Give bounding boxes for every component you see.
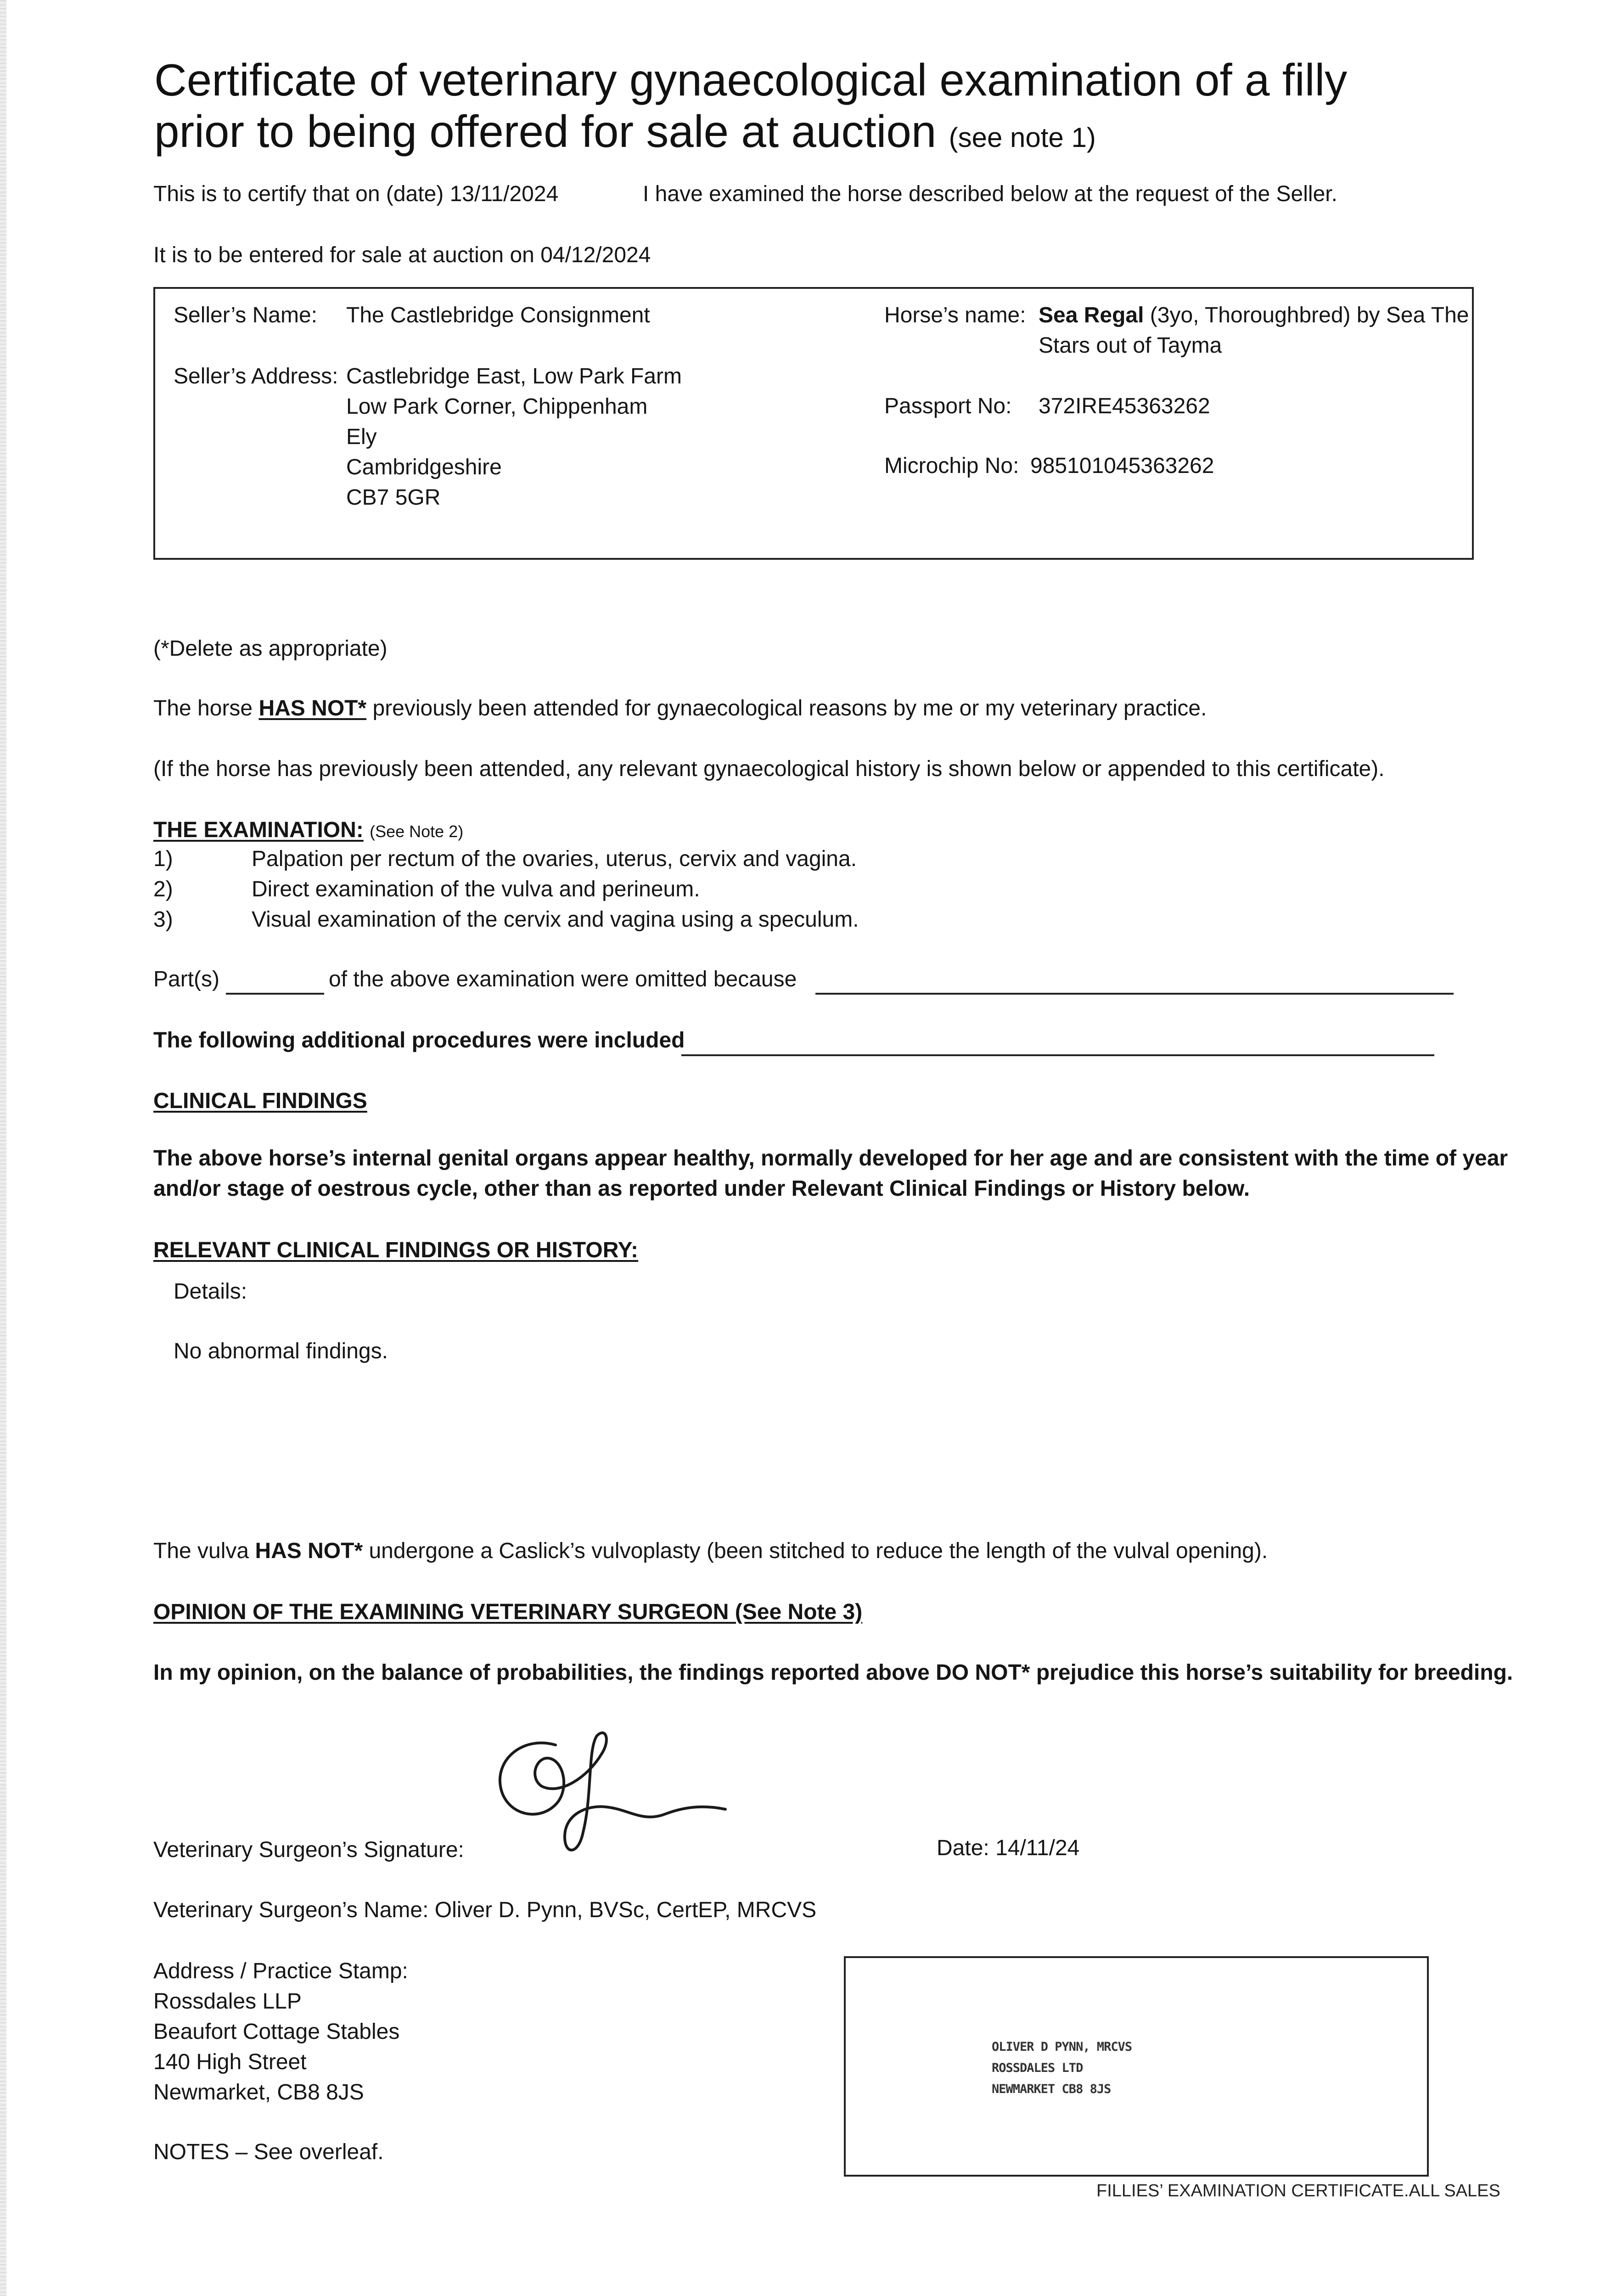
relevant-findings-heading: RELEVANT CLINICAL FINDINGS OR HISTORY: — [153, 1238, 639, 1262]
omitted-reason-text: of the above examination were omitted because — [329, 967, 797, 991]
practice-address-line: 140 High Street — [153, 2050, 307, 2074]
examination-item-text: Visual examination of the cervix and vagina using a speculum. — [252, 907, 859, 932]
practice-address-line: Newmarket, CB8 8JS — [153, 2080, 364, 2105]
vulva-statement — [153, 1536, 1268, 1566]
horse-details: (3yo, Thoroughbred) by Sea The — [1150, 303, 1469, 327]
details-label: Details: — [174, 1279, 247, 1304]
address-line: Ely — [346, 425, 377, 449]
title-line-1: Certificate of veterinary gynaecological examination of a filly — [154, 55, 1348, 105]
examination-heading — [153, 815, 463, 847]
signature-image — [487, 1727, 762, 1864]
stamp-line: NEWMARKET CB8 8JS — [992, 2082, 1111, 2096]
passport-label: Passport No: — [884, 394, 1012, 418]
title-note: (see note 1) — [949, 122, 1096, 153]
opinion-statement: In my opinion, on the balance of probabilities, the findings reported above DO NOT* prejudice this horse’s suitability for breeding. — [153, 1660, 1513, 1685]
practice-address-label: Address / Practice Stamp: — [153, 1959, 408, 1983]
history-suffix: previously been attended for gynaecological reasons by me or my veterinary practice. — [372, 696, 1207, 720]
history-note: (If the horse has previously been attended, any relevant gynaecological history is shown below or appended to this certificate). — [153, 757, 1385, 781]
seller-address-value — [346, 361, 682, 513]
history-has-not: HAS NOT* — [258, 696, 367, 720]
address-line: Cambridgeshire — [346, 455, 502, 479]
stamp-line: OLIVER D PYNN, MRCVS — [992, 2040, 1132, 2054]
opinion-heading: OPINION OF THE EXAMINING VETERINARY SURGEON (See Note 3) — [153, 1600, 863, 1624]
horse-name: Sea Regal — [1039, 303, 1144, 327]
microchip-label: Microchip No: — [884, 454, 1019, 478]
title-line-2-text: prior to being offered for sale at auction — [154, 106, 937, 157]
examination-item-text: Direct examination of the vulva and perineum. — [252, 877, 700, 901]
address-line: CB7 5GR — [346, 485, 441, 510]
practice-stamp-box — [844, 1956, 1429, 2177]
horse-name-label: Horse’s name: — [884, 303, 1026, 327]
footer-document-code: FILLIES’ EXAMINATION CERTIFICATE.ALL SALES — [1096, 2181, 1500, 2200]
microchip-number: 985101045363262 — [1030, 454, 1214, 478]
practice-stamp — [992, 2037, 1132, 2100]
seller-name-value: The Castlebridge Consignment — [346, 303, 650, 327]
certify-date-line: This is to certify that on (date) 13/11/2024 — [153, 182, 559, 206]
practice-address-line: Beaufort Cottage Stables — [153, 2020, 400, 2044]
vet-name-label: Veterinary Surgeon’s Name: — [153, 1898, 429, 1922]
notes-line: NOTES – See overleaf. — [153, 2140, 384, 2164]
details-value: No abnormal findings. — [174, 1339, 388, 1363]
clinical-statement-line-1: The above horse’s internal genital organs appear healthy, normally developed for her age and are consistent with the time of year — [153, 1146, 1508, 1171]
history-prefix: The horse — [153, 696, 253, 720]
additional-procedures-blank — [681, 1054, 1434, 1056]
vulva-has-not: HAS NOT* — [255, 1539, 363, 1563]
vulva-suffix: undergone a Caslick’s vulvoplasty (been stitched to reduce the length of the vulval opening). — [369, 1539, 1268, 1563]
horse-name-value — [1039, 300, 1469, 331]
examination-item-number: 2) — [153, 877, 173, 901]
additional-procedures-text: The following additional procedures were included — [153, 1028, 685, 1052]
vet-name-line — [153, 1895, 816, 1925]
examination-item-number: 1) — [153, 847, 173, 871]
practice-address-block — [153, 1956, 408, 2108]
clinical-statement — [153, 1143, 1508, 1204]
examination-item-text: Palpation per rectum of the ovaries, uterus, cervix and vagina. — [252, 847, 857, 871]
passport-number: 372IRE45363262 — [1039, 394, 1210, 418]
omitted-parts-blank — [226, 993, 324, 995]
delete-note: (*Delete as appropriate) — [153, 636, 387, 661]
omitted-reason-blank — [815, 993, 1454, 995]
document-title — [154, 54, 1486, 163]
seller-address-label: Seller’s Address: — [174, 364, 338, 388]
address-line: Low Park Corner, Chippenham — [346, 394, 648, 419]
certify-request-line: I have examined the horse described below at the request of the Seller. — [643, 182, 1337, 206]
vet-name-value: Oliver D. Pynn, BVSc, CertEP, MRCVS — [434, 1898, 817, 1922]
title-line-2 — [154, 106, 1486, 163]
practice-address-line: Rossdales LLP — [153, 1989, 302, 2014]
stamp-line: ROSSDALES LTD — [992, 2061, 1083, 2075]
horse-details-line-2: Stars out of Tayma — [1039, 333, 1222, 358]
seller-name-label: Seller’s Name: — [174, 303, 318, 327]
examination-heading-note: (See Note 2) — [370, 822, 464, 841]
examination-heading-text: THE EXAMINATION: — [153, 818, 364, 842]
signature-date: Date: 14/11/24 — [937, 1836, 1080, 1860]
history-statement — [153, 693, 1207, 724]
signature-label: Veterinary Surgeon’s Signature: — [153, 1838, 464, 1862]
address-line: Castlebridge East, Low Park Farm — [346, 364, 682, 388]
clinical-findings-heading: CLINICAL FINDINGS — [153, 1089, 367, 1113]
clinical-statement-line-2: and/or stage of oestrous cycle, other than as reported under Relevant Clinical Findings or History below. — [153, 1176, 1250, 1201]
omitted-prefix: Part(s) — [153, 967, 219, 991]
vulva-prefix: The vulva — [153, 1539, 249, 1563]
examination-item-number: 3) — [153, 907, 173, 932]
auction-date-line: It is to be entered for sale at auction on 04/12/2024 — [153, 243, 651, 267]
scan-edge — [0, 0, 6, 2296]
